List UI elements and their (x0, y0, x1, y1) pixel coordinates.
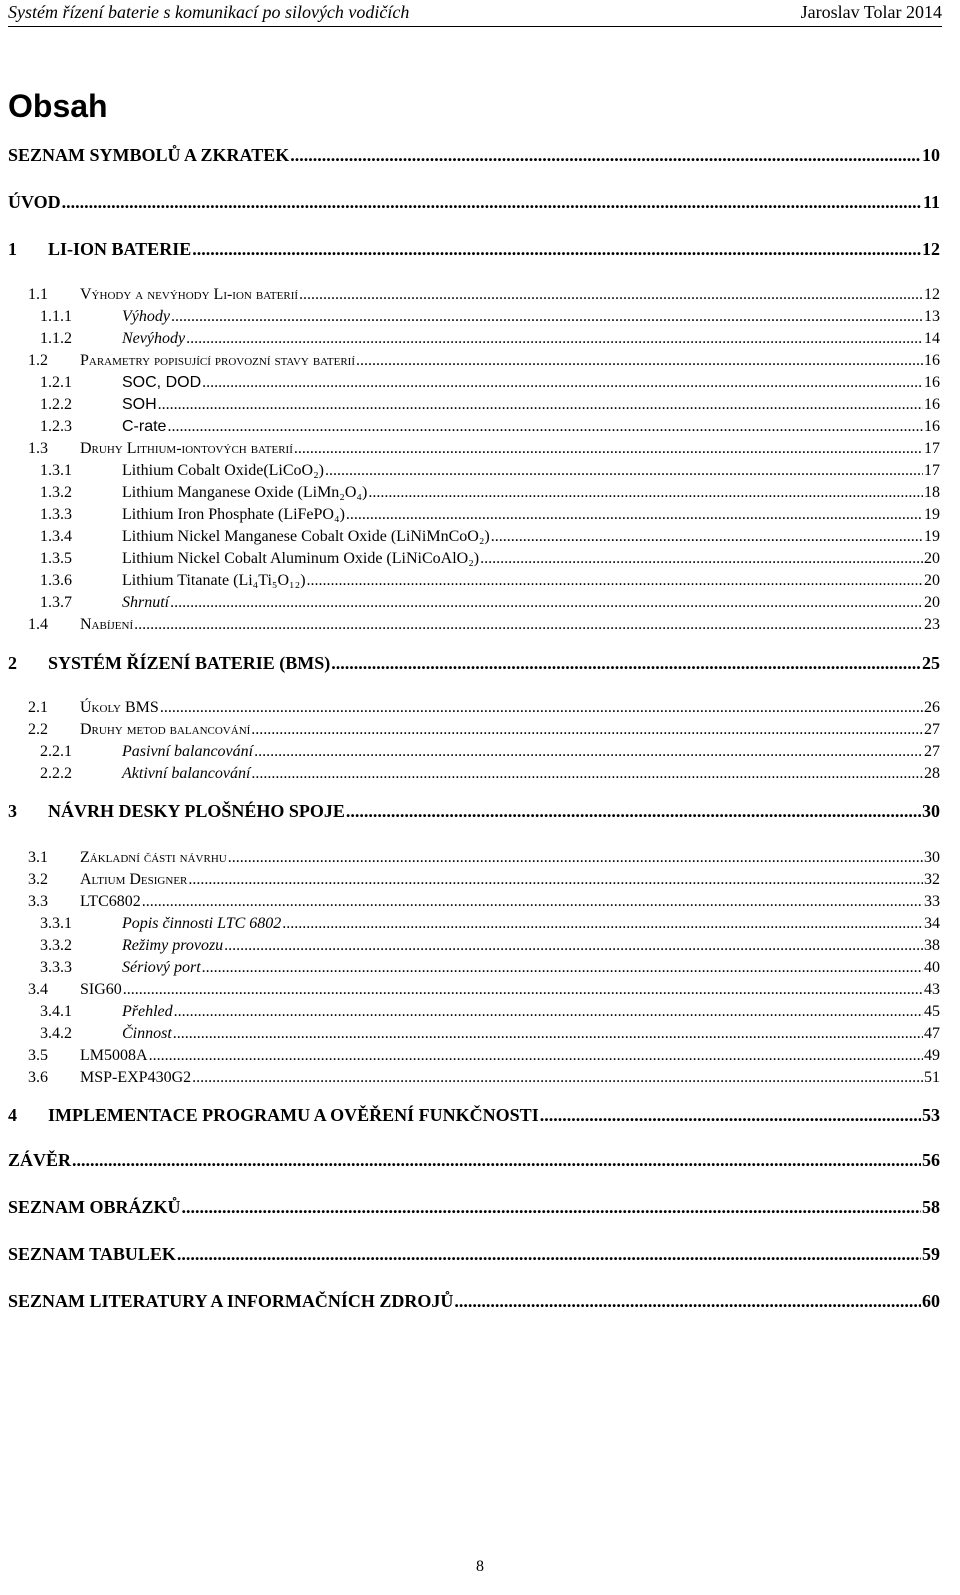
toc-entry-title: Úkoly BMS (80, 699, 159, 716)
toc-dot-leader (290, 146, 921, 164)
toc-entry-number: 1.2 (28, 352, 48, 369)
toc-entry-number: 1.1.1 (40, 308, 72, 325)
toc-dot-leader (142, 894, 923, 910)
toc-entry[interactable] (8, 1198, 940, 1216)
toc-entry[interactable] (8, 529, 940, 545)
toc-entry-title: IMPLEMENTACE PROGRAMU A OVĚŘENÍ FUNKČNOSTI (48, 1105, 539, 1125)
toc-entry-page: 40 (924, 959, 940, 976)
toc-dot-leader (202, 960, 923, 976)
toc-entry-title: Lithium Cobalt Oxide(LiCoO₂) (122, 462, 324, 479)
toc-entry[interactable] (8, 441, 940, 457)
toc-entry-page: 51 (924, 1069, 940, 1086)
toc-dot-leader (356, 353, 923, 369)
page-number: 8 (476, 1558, 484, 1575)
toc-dot-leader (158, 397, 923, 413)
toc-entry[interactable] (8, 1026, 940, 1042)
toc-dot-leader (540, 1106, 921, 1124)
toc-entry-number: 3.2 (28, 871, 48, 888)
toc-entry[interactable] (8, 146, 940, 164)
toc-dot-leader (123, 982, 923, 998)
toc-dot-leader (331, 654, 921, 672)
toc-dot-leader (224, 938, 923, 954)
toc-dot-leader (177, 1245, 921, 1263)
toc-entry-page: 45 (924, 1003, 940, 1020)
toc-entry[interactable] (8, 375, 940, 391)
toc-entry-number: 3.5 (28, 1047, 48, 1064)
toc-entry-number: 1.3 (28, 440, 48, 457)
toc-entry-page: 20 (924, 594, 940, 611)
toc-entry-page: 59 (922, 1244, 940, 1264)
toc-dot-leader (171, 309, 923, 325)
toc-entry-title: Lithium Manganese Oxide (LiMn₂O₄) (122, 484, 368, 501)
toc-entry-number: 3.3 (28, 893, 48, 910)
toc-entry-title: SYSTÉM ŘÍZENÍ BATERIE (BMS) (48, 653, 331, 673)
toc-entry-title: SOH (122, 396, 157, 413)
toc-entry-title: Režimy provozu (122, 937, 224, 954)
toc-entry-title: Lithium Titanate (Li₄Ti₅O₁₂) (122, 572, 306, 589)
toc-entry-page: 58 (922, 1197, 940, 1217)
toc-entry-number: 3.3.2 (40, 937, 72, 954)
toc-entry-page: 33 (924, 893, 940, 910)
toc-entry-page: 56 (922, 1150, 940, 1170)
toc-dot-leader (294, 441, 923, 457)
toc-dot-leader (251, 722, 923, 738)
toc-entry[interactable] (8, 1245, 940, 1263)
toc-entry[interactable] (8, 1151, 940, 1169)
toc-dot-leader (202, 375, 923, 391)
toc-dot-leader (182, 1198, 921, 1216)
toc-entry-page: 20 (924, 572, 940, 589)
toc-dot-leader (299, 287, 923, 303)
toc-entry-title: Aktivní balancování (122, 765, 251, 782)
toc-entry-page: 27 (924, 721, 940, 738)
toc-entry-number: 1.2.1 (40, 374, 72, 391)
toc-entry-title: SIG60 (80, 981, 122, 998)
toc-entry-number: 1.3.6 (40, 572, 72, 589)
toc-dot-leader (480, 551, 923, 567)
toc-dot-leader (346, 507, 923, 523)
toc-entry-page: 60 (922, 1291, 940, 1311)
toc-dot-leader (368, 485, 923, 501)
toc-entry-title: Výhody a nevýhody Li-ion baterií (80, 286, 299, 303)
toc-entry-number: 3.4.2 (40, 1025, 72, 1042)
toc-entry[interactable] (8, 1070, 940, 1086)
toc-entry-page: 27 (924, 743, 940, 760)
toc-entry-number: 3.4 (28, 981, 48, 998)
toc-entry-title: Činnost (122, 1025, 172, 1042)
toc-entry[interactable] (8, 894, 940, 910)
toc-dot-leader (167, 419, 923, 435)
toc-entry-title: ZÁVĚR (8, 1150, 72, 1170)
toc-entry[interactable] (8, 1004, 940, 1020)
toc-dot-leader (325, 463, 923, 479)
toc-entry[interactable] (8, 507, 940, 523)
toc-entry-title: LI-ION BATERIE (48, 239, 192, 259)
toc-entry-title: Nevýhody (122, 330, 186, 347)
toc-entry-number: 4 (8, 1105, 17, 1125)
toc-entry[interactable] (8, 850, 940, 866)
toc-entry-title: Shrnutí (122, 594, 170, 611)
toc-dot-leader (188, 872, 923, 888)
toc-entry-title: SEZNAM SYMBOLŮ A ZKRATEK (8, 145, 290, 165)
toc-entry-title: NÁVRH DESKY PLOŠNÉHO SPOJE (48, 801, 345, 821)
toc-entry-number: 1.3.7 (40, 594, 72, 611)
toc-entry-title: Nabíjení (80, 616, 134, 633)
toc-entry-page: 12 (922, 239, 940, 259)
toc-entry-number: 2.2.1 (40, 743, 72, 760)
toc-entry[interactable] (8, 309, 940, 325)
toc-entry-number: 1.2.2 (40, 396, 72, 413)
toc-dot-leader (174, 1004, 923, 1020)
toc-entry-title: Pasivní balancování (122, 743, 254, 760)
toc-entry-title: SEZNAM LITERATURY A INFORMAČNÍCH ZDROJŮ (8, 1291, 454, 1311)
toc-entry[interactable] (8, 287, 940, 303)
toc-entry[interactable] (8, 872, 940, 888)
toc-entry-number: 3 (8, 801, 17, 821)
toc-entry-page: 13 (924, 308, 940, 325)
toc-dot-leader (149, 1048, 923, 1064)
toc-entry-page: 17 (924, 462, 940, 479)
toc-entry-number: 1.4 (28, 616, 48, 633)
toc-entry-title: Druhy Lithium-iontových baterií (80, 440, 293, 457)
toc-dot-leader (170, 595, 923, 611)
toc-entry[interactable] (8, 551, 940, 567)
toc-entry-page: 16 (924, 352, 940, 369)
toc-entry[interactable] (8, 744, 940, 760)
toc-dot-leader (62, 193, 922, 211)
toc-entry-title: LTC6802 (80, 893, 141, 910)
toc-entry-number: 1.3.2 (40, 484, 72, 501)
toc-entry[interactable] (8, 1292, 940, 1310)
toc-entry-page: 30 (924, 849, 940, 866)
toc-entry-title: Lithium Nickel Cobalt Aluminum Oxide (LiNiCoAlO₂) (122, 550, 480, 567)
header-author-year: Jaroslav Tolar 2014 (800, 2, 942, 22)
toc-entry-page: 20 (924, 550, 940, 567)
toc-entry-title: SOC, DOD (122, 374, 202, 391)
toc-dot-leader (186, 331, 923, 347)
toc-entry[interactable] (8, 331, 940, 347)
toc-entry-page: 10 (922, 145, 940, 165)
toc-entry-title: MSP-EXP430G2 (80, 1069, 192, 1086)
toc-entry-number: 2.2 (28, 721, 48, 738)
toc-dot-leader (228, 850, 923, 866)
toc-entry-title: SEZNAM TABULEK (8, 1244, 176, 1264)
toc-dot-leader (160, 700, 923, 716)
toc-entry[interactable] (8, 722, 940, 738)
toc-entry-title: Přehled (122, 1003, 173, 1020)
toc-entry[interactable] (8, 1106, 940, 1124)
toc-entry-title: ÚVOD (8, 192, 61, 212)
toc-entry-number: 1.1.2 (40, 330, 72, 347)
toc-entry-page: 18 (924, 484, 940, 501)
toc-entry[interactable] (8, 617, 940, 633)
toc-entry-page: 49 (924, 1047, 940, 1064)
toc-entry-page: 34 (924, 915, 940, 932)
toc-entry-number: 1.3.1 (40, 462, 72, 479)
toc-entry[interactable] (8, 766, 940, 782)
toc-entry-number: 1.3.3 (40, 506, 72, 523)
toc-entry-title: Popis činnosti LTC 6802 (122, 915, 282, 932)
toc-entry-number: 1.3.5 (40, 550, 72, 567)
toc-entry[interactable] (8, 595, 940, 611)
toc-entry-page: 53 (922, 1105, 940, 1125)
toc-entry[interactable] (8, 353, 940, 369)
toc-entry-number: 3.6 (28, 1069, 48, 1086)
toc-entry-page: 43 (924, 981, 940, 998)
toc-entry[interactable] (8, 193, 940, 211)
toc-entry-title: C-rate (122, 418, 167, 435)
toc-entry[interactable] (8, 916, 940, 932)
toc-dot-leader (282, 916, 923, 932)
toc-entry-page: 11 (922, 192, 940, 212)
toc-entry-page: 16 (924, 396, 940, 413)
toc-dot-leader (192, 1070, 923, 1086)
header-document-title: Systém řízení baterie s komunikací po silových vodičích (8, 2, 410, 22)
toc-dot-leader (134, 617, 923, 633)
toc-dot-leader (173, 1026, 923, 1042)
toc-dot-leader (307, 573, 923, 589)
toc-entry-page: 19 (924, 506, 940, 523)
toc-dot-leader (72, 1151, 921, 1169)
toc-dot-leader (454, 1292, 921, 1310)
toc-entry[interactable] (8, 419, 940, 435)
toc-entry-number: 3.4.1 (40, 1003, 72, 1020)
toc-entry-page: 25 (922, 653, 940, 673)
toc-entry-page: 30 (922, 801, 940, 821)
toc-entry[interactable] (8, 397, 940, 413)
toc-entry-number: 1 (8, 239, 17, 259)
toc-entry-title: Sériový port (122, 959, 201, 976)
toc-entry-number: 1.2.3 (40, 418, 72, 435)
toc-dot-leader (491, 529, 923, 545)
toc-dot-leader (192, 240, 921, 258)
toc-dot-leader (251, 766, 923, 782)
toc-entry-number: 3.3.1 (40, 915, 72, 932)
toc-entry-number: 1.1 (28, 286, 48, 303)
toc-entry-page: 16 (924, 374, 940, 391)
toc-entry[interactable] (8, 463, 940, 479)
toc-entry-page: 12 (924, 286, 940, 303)
toc-entry[interactable] (8, 654, 940, 672)
page-title: Obsah (8, 88, 108, 124)
toc-entry-title: Druhy metod balancování (80, 721, 251, 738)
toc-entry-page: 16 (924, 418, 940, 435)
toc-entry-page: 17 (924, 440, 940, 457)
toc-entry[interactable] (8, 240, 940, 258)
toc-dot-leader (254, 744, 923, 760)
toc-entry[interactable] (8, 982, 940, 998)
toc-entry-number: 3.1 (28, 849, 48, 866)
toc-entry-title: Lithium Iron Phosphate (LiFePO₄) (122, 506, 345, 523)
toc-entry-number: 2.2.2 (40, 765, 72, 782)
toc-entry[interactable] (8, 938, 940, 954)
toc-dot-leader (346, 802, 921, 820)
toc-entry-title: Parametry popisující provozní stavy baterií (80, 352, 356, 369)
toc-entry-number: 1.3.4 (40, 528, 72, 545)
toc-entry[interactable] (8, 802, 940, 820)
toc-entry[interactable] (8, 1048, 940, 1064)
toc-entry-number: 2 (8, 653, 17, 673)
toc-entry[interactable] (8, 960, 940, 976)
toc-entry[interactable] (8, 573, 940, 589)
toc-entry-page: 47 (924, 1025, 940, 1042)
toc-entry-page: 32 (924, 871, 940, 888)
toc-entry-title: SEZNAM OBRÁZKŮ (8, 1197, 181, 1217)
toc-entry-page: 23 (924, 616, 940, 633)
toc-entry-title: Základní části návrhu (80, 849, 227, 866)
toc-entry-title: LM5008A (80, 1047, 148, 1064)
toc-entry-title: Výhody (122, 308, 170, 325)
toc-entry-page: 28 (924, 765, 940, 782)
toc-entry[interactable] (8, 700, 940, 716)
toc-entry-title: Altium Designer (80, 871, 188, 888)
running-header (8, 0, 942, 27)
toc-entry[interactable] (8, 485, 940, 501)
toc-entry-page: 38 (924, 937, 940, 954)
toc-entry-title: Lithium Nickel Manganese Cobalt Oxide (LiNiMnCoO₂) (122, 528, 490, 545)
toc-entry-page: 14 (924, 330, 940, 347)
toc-entry-number: 3.3.3 (40, 959, 72, 976)
toc-entry-page: 19 (924, 528, 940, 545)
toc-entry-page: 26 (924, 699, 940, 716)
toc-entry-number: 2.1 (28, 699, 48, 716)
